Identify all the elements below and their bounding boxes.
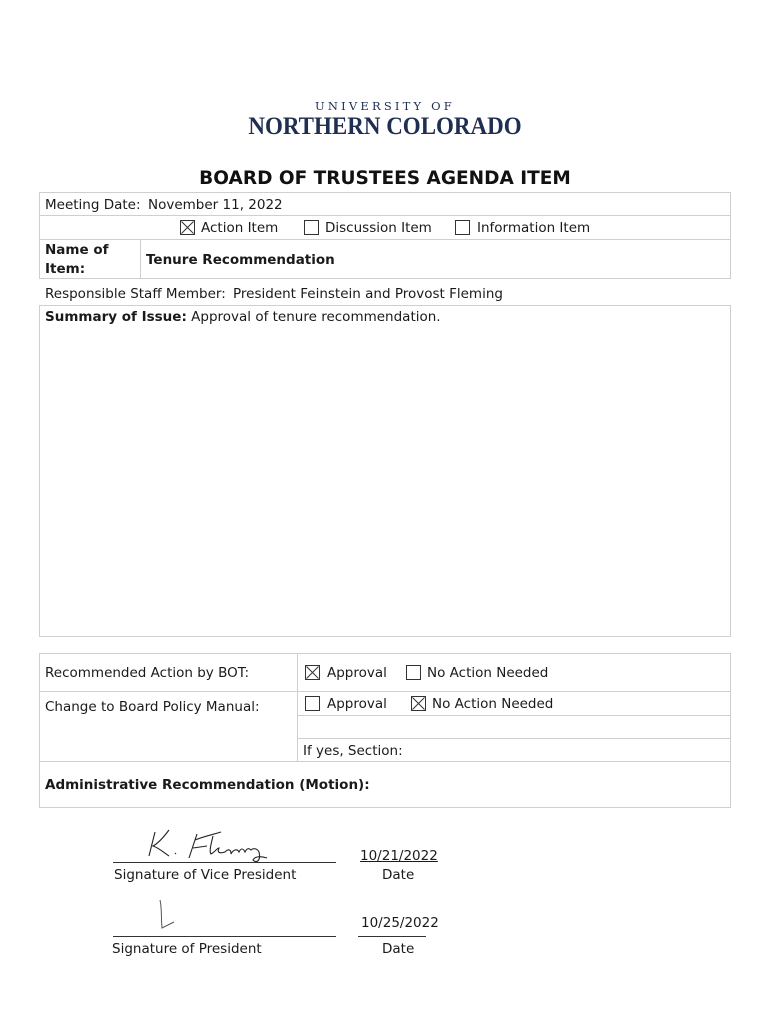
- logo-university-of: UNIVERSITY OF: [314, 99, 455, 113]
- vp-signature-line: [113, 862, 336, 863]
- table-divider: [297, 653, 298, 761]
- recommended-action-label: Recommended Action by BOT:: [45, 665, 250, 681]
- responsible-staff-label: Responsible Staff Member:: [45, 286, 226, 302]
- name-of-item-value: Tenure Recommendation: [146, 252, 335, 268]
- president-date-line: [358, 936, 426, 937]
- name-of-item-label: Name of: [45, 242, 109, 258]
- president-date-label: Date: [382, 941, 415, 957]
- table-divider: [297, 715, 731, 716]
- responsible-staff-value: President Feinstein and Provost Fleming: [233, 286, 503, 302]
- vp-signature-date: 10/21/2022: [360, 848, 438, 864]
- action-item-label: Action Item: [201, 220, 279, 236]
- summary-text: [45, 309, 441, 325]
- bot-no-action-checkbox[interactable]: [406, 665, 421, 680]
- action-item-checkbox[interactable]: [180, 220, 195, 235]
- policy-section-label: If yes, Section:: [303, 743, 403, 759]
- table-divider: [39, 691, 731, 692]
- policy-no-action-checkbox[interactable]: [411, 696, 426, 711]
- admin-recommendation-label: Administrative Recommendation (Motion):: [45, 777, 370, 793]
- name-of-item-label-cont: Item:: [45, 261, 86, 277]
- policy-no-action-label: No Action Needed: [432, 696, 554, 712]
- policy-approval-label: Approval: [327, 696, 387, 712]
- table-divider: [39, 215, 731, 216]
- table-divider: [39, 761, 731, 762]
- summary-value: Approval of tenure recommendation.: [191, 309, 441, 325]
- bot-approval-checkbox[interactable]: [305, 665, 320, 680]
- discussion-item-checkbox[interactable]: [304, 220, 319, 235]
- summary-box: [39, 305, 731, 637]
- president-signature-label: Signature of President: [112, 941, 262, 957]
- president-signature-image: [150, 898, 180, 934]
- bot-approval-label: Approval: [327, 665, 387, 681]
- discussion-item-label: Discussion Item: [325, 220, 432, 236]
- policy-approval-checkbox[interactable]: [305, 696, 320, 711]
- meeting-date-label: Meeting Date:: [45, 197, 141, 213]
- table-divider: [140, 239, 141, 279]
- information-item-label: Information Item: [477, 220, 591, 236]
- vp-signature-image: [145, 826, 270, 866]
- page-title: BOARD OF TRUSTEES AGENDA ITEM: [199, 168, 571, 189]
- president-signature-date: 10/25/2022: [361, 915, 439, 931]
- table-divider: [39, 239, 731, 240]
- table-divider: [297, 738, 731, 739]
- summary-label: Summary of Issue:: [45, 309, 187, 325]
- information-item-checkbox[interactable]: [455, 220, 470, 235]
- vp-signature-label: Signature of Vice President: [114, 867, 297, 883]
- president-signature-line: [113, 936, 336, 937]
- vp-date-label: Date: [382, 867, 415, 883]
- bot-no-action-label: No Action Needed: [427, 665, 549, 681]
- policy-change-label: Change to Board Policy Manual:: [45, 699, 260, 715]
- meeting-date-value: November 11, 2022: [148, 197, 283, 213]
- logo-northern-colorado: NORTHERN COLORADO: [248, 113, 522, 140]
